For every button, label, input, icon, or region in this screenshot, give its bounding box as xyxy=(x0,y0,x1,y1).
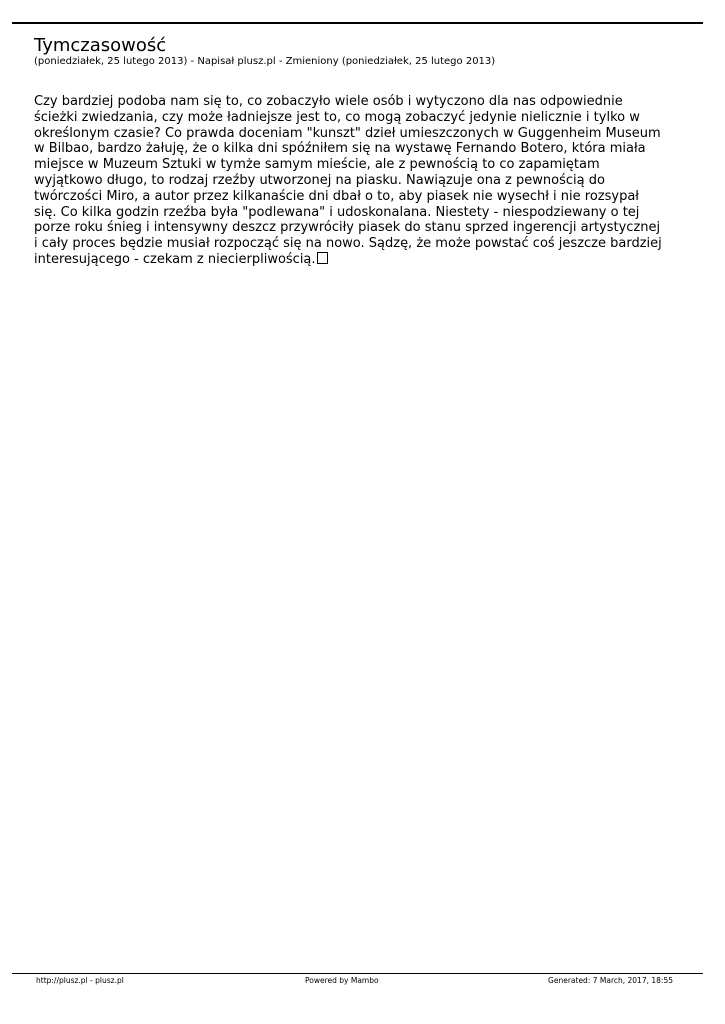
header-rule xyxy=(12,22,703,24)
article-body xyxy=(34,94,664,268)
footer-powered-by: Powered by Mambo xyxy=(305,976,379,985)
missing-glyph-box xyxy=(317,252,328,264)
article-title: Tymczasowość xyxy=(34,35,167,56)
footer-generated-date: Generated: 7 March, 2017, 18:55 xyxy=(548,976,673,985)
footer-rule xyxy=(12,973,703,974)
article-body-text: Czy bardziej podoba nam się to, co zobaczyło wiele osób i wytyczono dla nas odpowiednie ścieżki zwiedzania, czy może ładniejsze jest to, co mogą zobaczyć jedynie nielicznie i tylko w określonym czasie? Co prawda doceniam "kunszt" dzieł umieszczonych w Guggenheim Museum w Bilbao, bardzo żałuję, że o kilka dni spóźniłem się na wystawę Fernando Botero, która miała miejsce w Muzeum Sztuki w tymże samym mieście, ale z pewnością to co zapamiętam wyjątkowo długo, to rodzaj rzeźby utworzonej na piasku. Nawiązuje ona z pewnością do twórczości Miro, a autor przez kilkanaście dni dbał o to, aby piasek nie wysechł i nie rozsypał się. Co kilka godzin rzeźba była "podlewana" i udoskonalana. Niestety - niespodziewany o tej porze roku śnieg i intensywny deszcz przywróciły piasek do stanu sprzed ingerencji artystycznej i cały proces będzie musiał rozpocząć się na nowo. Sądzę, że może powstać coś jeszcze bardziej interesującego - czekam z niecierpliwością. xyxy=(34,94,662,267)
footer-site-link: http://plusz.pl - plusz.pl xyxy=(36,976,124,985)
article xyxy=(34,36,664,268)
article-meta: (poniedziałek, 25 lutego 2013) - Napisał plusz.pl - Zmieniony (poniedziałek, 25 lutego 2013) xyxy=(34,56,496,67)
